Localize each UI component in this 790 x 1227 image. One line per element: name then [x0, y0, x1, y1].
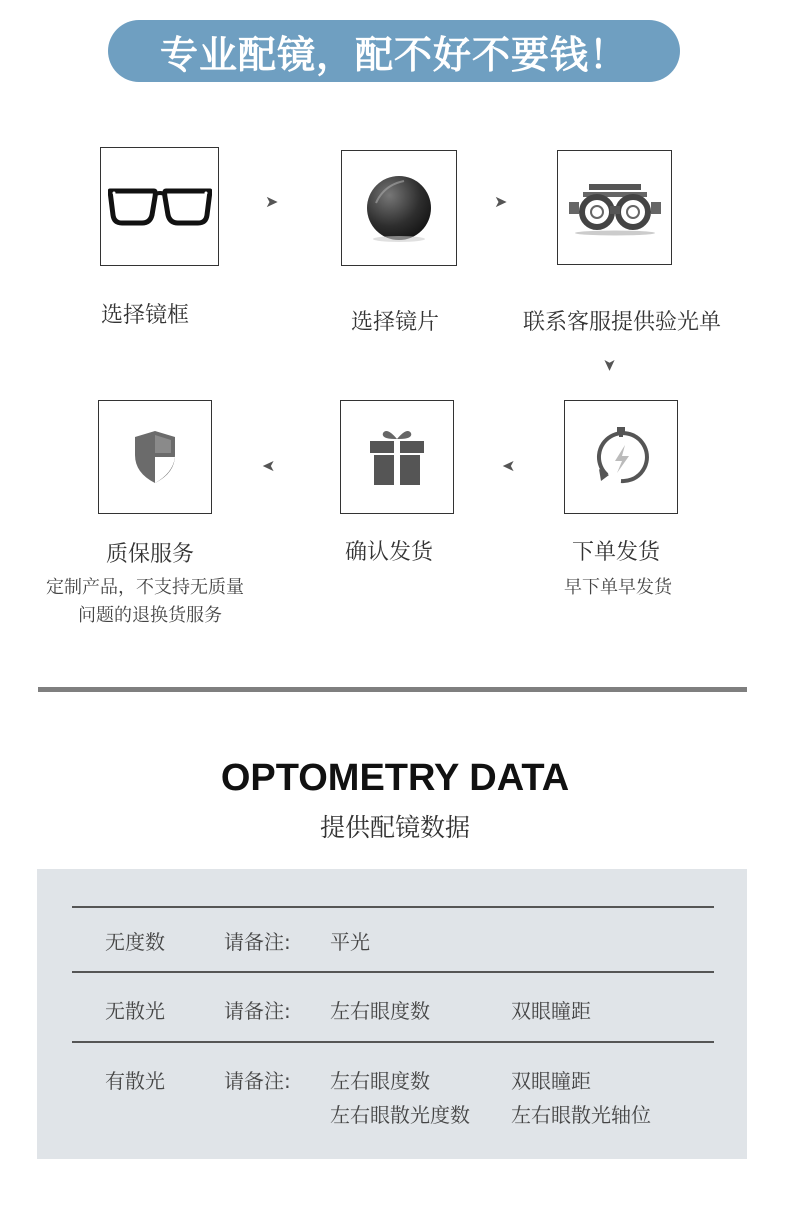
row-value: 左右眼度数 — [330, 999, 430, 1023]
step-contact-service-box — [557, 150, 672, 265]
step-place-order-box — [564, 400, 678, 514]
step-sub-warranty-line1: 定制产品，不支持无质量 — [46, 577, 244, 598]
step-label-contact-service: 联系客服提供验光单 — [523, 310, 722, 335]
glasses-frame-icon — [108, 185, 212, 229]
shield-icon — [131, 429, 179, 485]
step-label-warranty: 质保服务 — [106, 542, 195, 567]
row-note-label: 请备注: — [224, 999, 291, 1023]
optometry-subtitle: 提供配镜数据 — [319, 813, 470, 842]
row-type-no-astigmatism: 无散光 — [105, 999, 165, 1023]
trial-frame-icon — [567, 180, 663, 236]
fast-clock-icon — [589, 425, 653, 489]
row-note-label: 请备注: — [224, 930, 291, 954]
row-value: 平光 — [330, 930, 370, 954]
arrow-right-icon: ➤ — [265, 192, 279, 211]
table-rule — [72, 971, 714, 973]
row-value: 左右眼散光度数 — [330, 1103, 470, 1127]
row-note-label: 请备注: — [224, 1069, 291, 1093]
step-confirm-shipment-box — [340, 400, 454, 514]
step-select-frame-box — [100, 147, 219, 266]
row-value: 双眼瞳距 — [511, 999, 591, 1023]
headline-text: 专业配镜，配不好不要钱！ — [159, 32, 628, 77]
step-label-place-order: 下单发货 — [572, 540, 661, 565]
table-rule — [72, 906, 714, 908]
step-label-select-frame: 选择镜框 — [101, 303, 190, 328]
section-divider — [38, 687, 747, 692]
table-rule — [72, 1041, 714, 1043]
optometry-title: OPTOMETRY DATA — [220, 757, 570, 799]
arrow-left-icon: ➤ — [502, 457, 516, 476]
row-type-no-power: 无度数 — [105, 930, 165, 954]
row-type-astigmatism: 有散光 — [105, 1069, 165, 1093]
arrow-right-icon: ➤ — [494, 192, 508, 211]
headline-banner — [108, 20, 680, 82]
step-select-lens-box — [341, 150, 457, 266]
step-sub-place-order: 早下单早发货 — [564, 577, 672, 598]
arrow-down-icon: ➤ — [600, 358, 620, 372]
row-value: 左右眼散光轴位 — [511, 1103, 651, 1127]
step-sub-warranty-line2: 问题的退换货服务 — [78, 605, 222, 626]
gift-box-icon — [367, 427, 427, 487]
step-warranty-box — [98, 400, 212, 514]
row-value: 左右眼度数 — [330, 1069, 430, 1093]
step-label-confirm-shipment: 确认发货 — [345, 540, 434, 565]
step-label-select-lens: 选择镜片 — [351, 310, 440, 335]
lens-icon — [364, 173, 434, 243]
arrow-left-icon: ➤ — [262, 457, 276, 476]
row-value: 双眼瞳距 — [511, 1069, 591, 1093]
